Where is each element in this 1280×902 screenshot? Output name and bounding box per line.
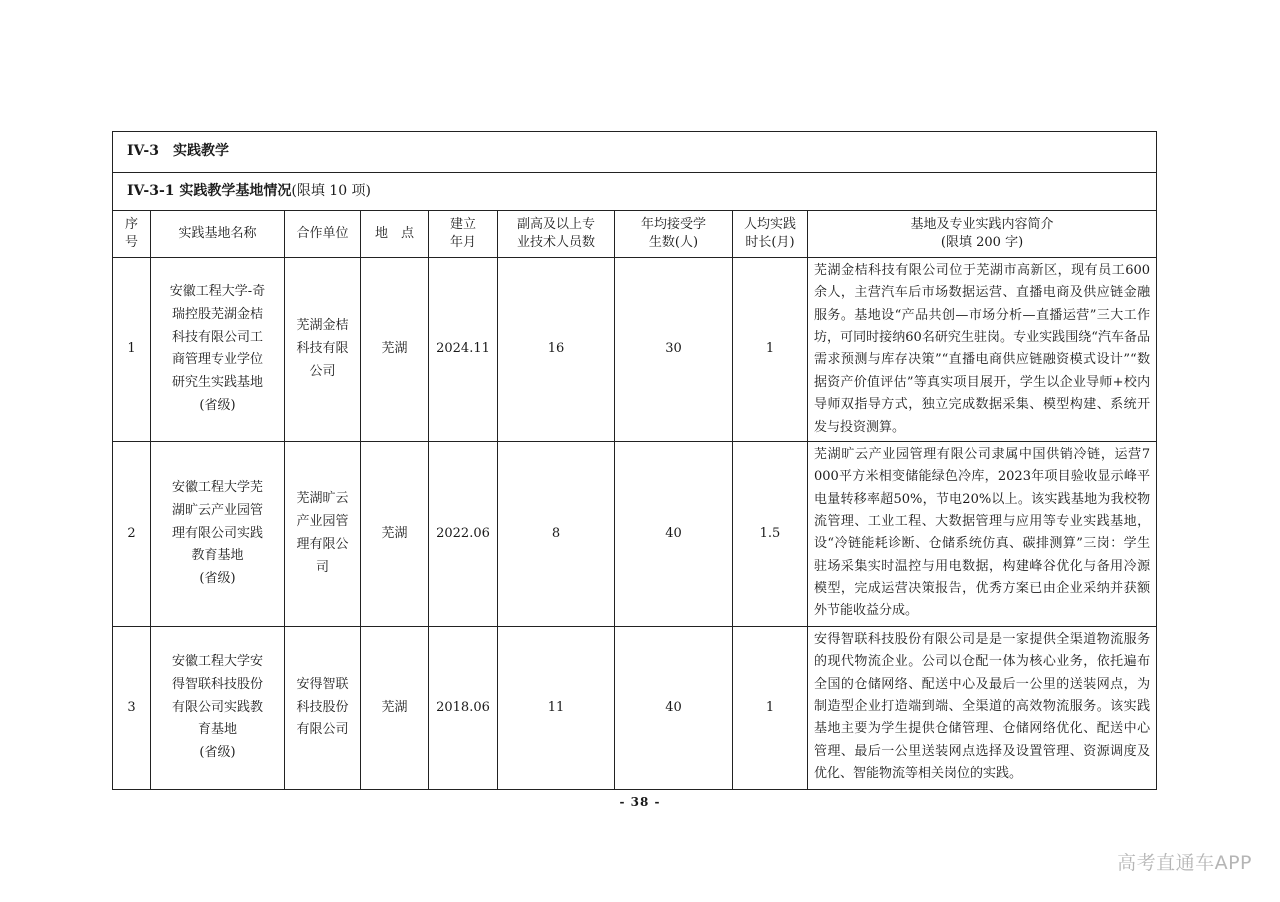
header-index: 序 号: [113, 211, 151, 258]
location: 芜湖: [361, 441, 429, 626]
established-date: 2022.06: [429, 441, 498, 626]
senior-staff-count: 16: [498, 258, 615, 442]
established-date: 2018.06: [429, 626, 498, 789]
header-location: 地 点: [361, 211, 429, 258]
subsection-title-bold: IV-3-1 实践教学基地情况: [127, 182, 292, 199]
table-header-row: [113, 211, 1157, 258]
senior-staff-count: 11: [498, 626, 615, 789]
header-partner: 合作单位: [285, 211, 361, 258]
header-senior-staff: 副高及以上专 业技术人员数: [498, 211, 615, 258]
partner-unit: 芜湖金桔 科技有限 公司: [285, 258, 361, 442]
header-avg-duration: 人均实践 时长(月): [733, 211, 808, 258]
table-row: [113, 441, 1157, 626]
established-date: 2024.11: [429, 258, 498, 442]
table-row: [113, 258, 1157, 442]
page-number: - 38 -: [619, 795, 661, 809]
row-index: 2: [113, 441, 151, 626]
header-annual-students: 年均接受学 生数(人): [615, 211, 733, 258]
base-name: 安徽工程大学芜 湖旷云产业园管 理有限公司实践 教育基地 (省级): [151, 441, 285, 626]
base-name: 安徽工程大学-奇 瑞控股芜湖金桔 科技有限公司工 商管理专业学位 研究生实践基地 (省级): [151, 258, 285, 442]
location: 芜湖: [361, 258, 429, 442]
annual-students: 40: [615, 626, 733, 789]
table-row: [113, 626, 1157, 789]
avg-duration: 1: [733, 258, 808, 442]
subsection-title-note: (限填 10 项): [291, 182, 372, 199]
partner-unit: 芜湖旷云 产业园管 理有限公 司: [285, 441, 361, 626]
header-established: 建立 年月: [429, 211, 498, 258]
base-name: 安徽工程大学安 得智联科技股份 有限公司实践教 育基地 (省级): [151, 626, 285, 789]
watermark-logo: 高考直通车APP: [1117, 852, 1252, 874]
practice-base-table: [112, 131, 1157, 790]
row-index: 1: [113, 258, 151, 442]
header-name: 实践基地名称: [151, 211, 285, 258]
avg-duration: 1: [733, 626, 808, 789]
annual-students: 30: [615, 258, 733, 442]
section-title: IV-3 实践教学: [113, 132, 1157, 173]
base-description: 芜湖金桔科技有限公司位于芜湖市高新区，现有员工600余人，主营汽车后市场数据运营、直播电商及供应链金融服务。基地设“产品共创—市场分析—直播运营”三大工作坊，可同时接纳60名研究生驻岗。专业实践围绕“汽车备品需求预测与库存决策”“直播电商供应链融资模式设计”“数据资产价值评估”等真实项目展开，学生以企业导师+校内导师双指导方式，独立完成数据采集、模型构建、系统开发与投资测算。: [808, 258, 1157, 442]
partner-unit: 安得智联 科技股份 有限公司: [285, 626, 361, 789]
base-description: 安得智联科技股份有限公司是是一家提供全渠道物流服务的现代物流企业。公司以仓配一体为核心业务，依托遍布全国的仓储网络、配送中心及最后一公里的送装网点，为制造型企业打造端到端、全渠道的高效物流服务。该实践基地主要为学生提供仓储管理、仓储网络优化、配送中心管理、最后一公里送装网点选择及设置管理、资源调度及优化、智能物流等相关岗位的实践。: [808, 626, 1157, 789]
location: 芜湖: [361, 626, 429, 789]
senior-staff-count: 8: [498, 441, 615, 626]
base-description: 芜湖旷云产业园管理有限公司隶属中国供销冷链，运营7 000平方米相变储能绿色冷库，2023年项目验收显示峰平电量转移率超50%，节电20%以上。该实践基地为我校物流管理、工业工程、大数据管理与应用等专业实践基地，设“冷链能耗诊断、仓储系统仿真、碳排测算”三岗：学生驻场采集实时温控与用电数据，构建峰谷优化与备用冷源模型，完成运营决策报告，优秀方案已由企业采纳并获额外节能收益分成。: [808, 441, 1157, 626]
annual-students: 40: [615, 441, 733, 626]
header-description: 基地及专业实践内容简介 (限填 200 字): [808, 211, 1157, 258]
row-index: 3: [113, 626, 151, 789]
avg-duration: 1.5: [733, 441, 808, 626]
subsection-title: [113, 173, 1157, 211]
